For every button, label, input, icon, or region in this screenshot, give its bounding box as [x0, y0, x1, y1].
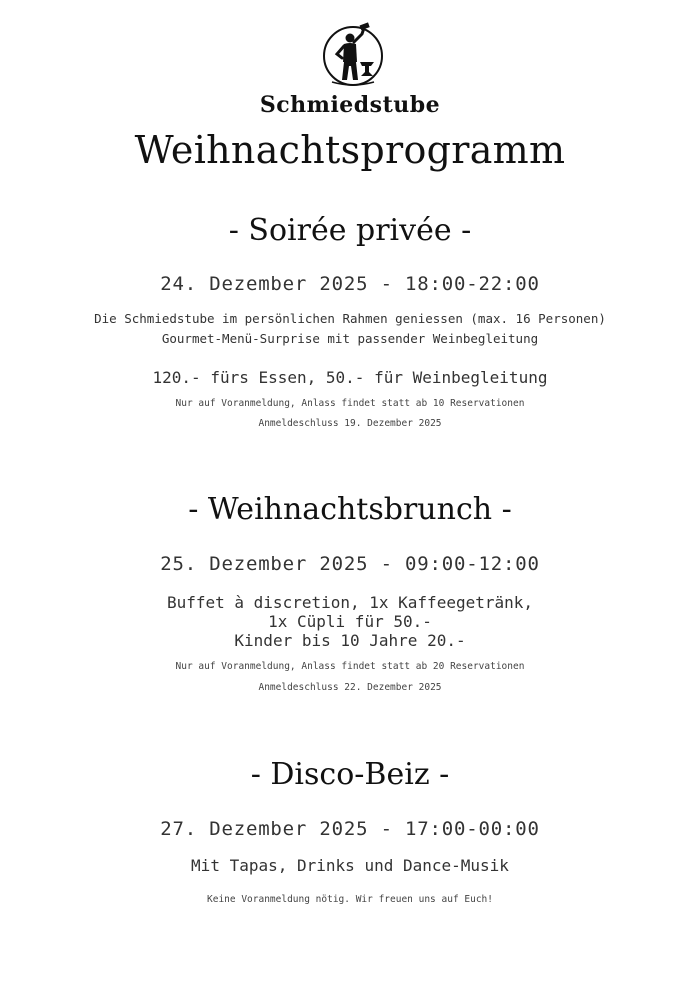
- event-description-line: Die Schmiedstube im persönlichen Rahmen geniessen (max. 16 Personen): [94, 311, 606, 326]
- event-title: - Disco-Beiz -: [250, 757, 450, 792]
- event-note: Nur auf Voranmeldung, Anlass findet statt ab 20 Reservationen: [175, 661, 525, 672]
- event-date: 25. Dezember 2025 - 09:00-12:00: [160, 553, 540, 575]
- event-note: Anmeldeschluss 19. Dezember 2025: [258, 418, 442, 429]
- event-price: 120.- fürs Essen, 50.- für Weinbegleitung: [152, 368, 548, 387]
- event-description-line: Gourmet-Menü-Surprise mit passender Weinbegleitung: [161, 331, 539, 346]
- page-title: Weihnachtsprogramm: [134, 128, 566, 172]
- blacksmith-logo: [320, 22, 386, 100]
- event-description-line: Buffet à discretion, 1x Kaffeegetränk,: [166, 593, 534, 612]
- event-note: Keine Voranmeldung nötig. Wir freuen uns auf Euch!: [207, 894, 493, 905]
- event-date: 24. Dezember 2025 - 18:00-22:00: [160, 273, 540, 295]
- event-title: - Soirée privée -: [228, 213, 472, 248]
- event-note: Nur auf Voranmeldung, Anlass findet statt ab 10 Reservationen: [175, 398, 525, 409]
- brand-name: Schmiedstube: [259, 92, 441, 118]
- event-description-line: Mit Tapas, Drinks und Dance-Musik: [191, 856, 509, 875]
- event-title: - Weihnachtsbrunch -: [188, 492, 512, 527]
- event-description-line: 1x Cüpli für 50.-: [268, 612, 432, 631]
- event-date: 27. Dezember 2025 - 17:00-00:00: [160, 818, 540, 840]
- event-note: Anmeldeschluss 22. Dezember 2025: [258, 682, 442, 693]
- event-description-line: Kinder bis 10 Jahre 20.-: [234, 631, 466, 650]
